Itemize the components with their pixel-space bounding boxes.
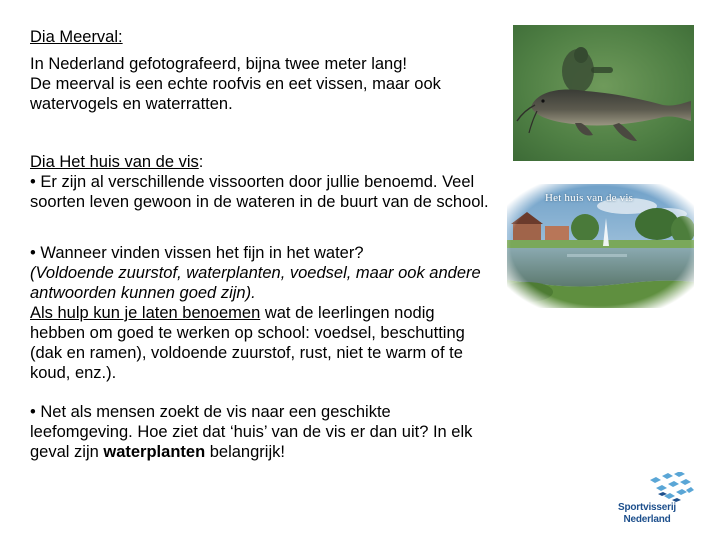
- body-line: watervogels en waterratten.: [30, 95, 233, 113]
- section-body-meerval: [30, 54, 492, 114]
- bullet-3-bold: waterplanten: [103, 443, 206, 461]
- body-line: De meerval is een echte roofvis en eet vissen, maar ook: [30, 75, 441, 93]
- sportvisserij-logo: [612, 472, 694, 530]
- body-line: In Nederland gefotografeerd, bijna twee meter lang!: [30, 55, 407, 73]
- section-title-meerval: Dia Meerval:: [30, 28, 123, 46]
- title-colon: :: [198, 153, 204, 171]
- bullet-3-end: belangrijk!: [205, 443, 285, 461]
- logo-fish-mark: [612, 472, 694, 504]
- logo-word-2: Nederland: [623, 514, 671, 525]
- catfish-photo: [513, 25, 694, 161]
- bullet-2-hint-underlined: Als hulp kun je laten benoemen: [30, 304, 261, 322]
- pond-photo: [507, 184, 694, 308]
- title-underlined: Dia Het huis van de vis: [30, 153, 199, 171]
- bullet-2-question: • Wanneer vinden vissen het fijn in het water?: [30, 244, 364, 262]
- bullet-3: [30, 402, 492, 462]
- section-title-huis-van-de-vis: [30, 152, 492, 172]
- bullet-2-hint: [30, 303, 492, 383]
- bullet-2: [30, 243, 492, 383]
- bullet-3-text: • Net als mensen zoekt de vis naar een geschikte leefomgeving. Hoe ziet dat ‘huis’ van de vis er dan uit? In elk geval zijn: [30, 403, 473, 461]
- pond-caption: Het huis van de vis: [545, 192, 634, 204]
- bullet-2-answer: (Voldoende zuurstof, waterplanten, voedsel, maar ook andere antwoorden kunnen goed zijn).: [30, 264, 481, 302]
- bullet-2-hint-rest: wat de leerlingen nodig hebben om goed te werken op school: voedsel, beschutting (dak en ramen), voldoende zuurstof, rust, niet te warm of te koud, enz.).: [30, 304, 465, 382]
- logo-word-1: Sportvisserij: [618, 502, 676, 513]
- bullet-1: • Er zijn al verschillende vissoorten door jullie benoemd. Veel soorten leven gewoon in de wateren in de buurt van de school.: [30, 173, 489, 211]
